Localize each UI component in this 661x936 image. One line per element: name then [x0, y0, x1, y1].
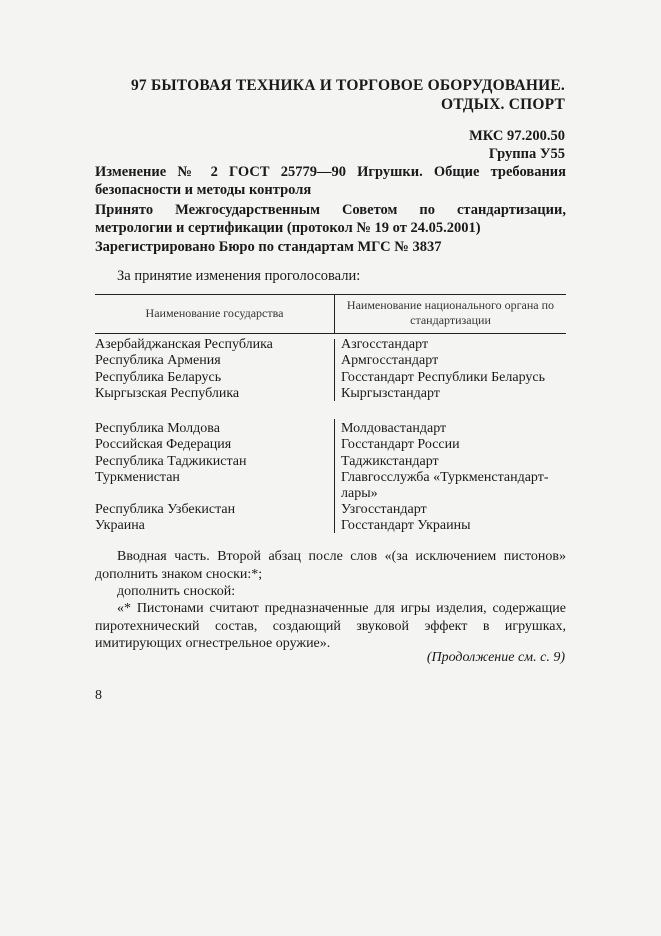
table-cell-body: Армгосстандарт: [341, 353, 439, 368]
intro-paragraph: Вводная часть. Второй абзац после слов «(за исключением пистонов» дополнить знаком сноски:*;: [95, 549, 566, 582]
table-top-rule: [95, 294, 566, 295]
change-title: Изменение № 2 ГОСТ 25779—90 Игрушки. Общие требования безопасности и методы контроля: [95, 164, 566, 198]
table-cell-body: Госстандарт Украины: [341, 518, 471, 533]
table-cell-state: Российская Федерация: [95, 437, 232, 452]
table-cell-body: Кыргызстандарт: [341, 386, 440, 401]
table-cell-state: Республика Таджикистан: [95, 454, 247, 469]
table-cell-body: Госстандарт Республики Беларусь: [341, 370, 546, 385]
table-cell-state: Азербайджанская Республика: [95, 337, 273, 352]
table-cell-state: Украина: [95, 518, 145, 533]
table-header-rule: [95, 333, 566, 334]
table-cell-body-continued: лары»: [341, 486, 378, 501]
voted-intro: За принятие изменения проголосовали:: [117, 268, 361, 284]
mks-code: МКС 97.200.50: [469, 128, 565, 144]
registration-statement: Зарегистрировано Бюро по стандартам МГС № 3837: [95, 239, 442, 255]
section-heading-line2: ОТДЫХ. СПОРТ: [441, 96, 565, 113]
table-column-divider: [334, 419, 335, 533]
table-cell-body: Госстандарт России: [341, 437, 460, 452]
table-header-body: Наименование национального органа по стандартизации: [346, 298, 555, 327]
page-number: 8: [95, 688, 102, 703]
continuation-note: (Продолжение см. с. 9): [426, 650, 565, 665]
table-cell-state: Республика Молдова: [95, 421, 220, 436]
table-cell-state: Республика Армения: [95, 353, 221, 368]
section-heading-line1: 97 БЫТОВАЯ ТЕХНИКА И ТОРГОВОЕ ОБОРУДОВАНИЕ.: [130, 77, 565, 94]
footnote-text: «* Пистонами считают предназначенные для игры изделия, содержащие пиротехнический состав, создающий звуковой эффект в игрушках, имитирующих огнестрельное оружие».: [95, 601, 566, 651]
table-cell-state: Республика Узбекистан: [95, 502, 236, 517]
table-cell-body: Молдовастандарт: [341, 421, 447, 436]
table-cell-state: Туркменистан: [95, 470, 180, 485]
table-cell-body: Таджикстандарт: [341, 454, 439, 469]
voting-table: [95, 294, 566, 534]
table-header-state: Наименование государства: [145, 306, 284, 320]
table-cell-body: Главгосслужба «Туркменстандарт-: [341, 470, 549, 485]
table-cell-body: Узгосстандарт: [341, 502, 427, 517]
table-cell-body: Азгосстандарт: [341, 337, 429, 352]
table-column-divider: [334, 339, 335, 401]
table-cell-state: Республика Беларусь: [95, 370, 222, 385]
table-cell-state: Кыргызская Республика: [95, 386, 240, 401]
group-code: Группа У55: [488, 146, 565, 162]
adoption-statement: Принято Межгосударственным Советом по стандартизации, метрологии и сертификации (протокол № 19 от 24.05.2001): [95, 202, 566, 236]
add-footnote-instruction: дополнить сноской:: [117, 584, 236, 599]
